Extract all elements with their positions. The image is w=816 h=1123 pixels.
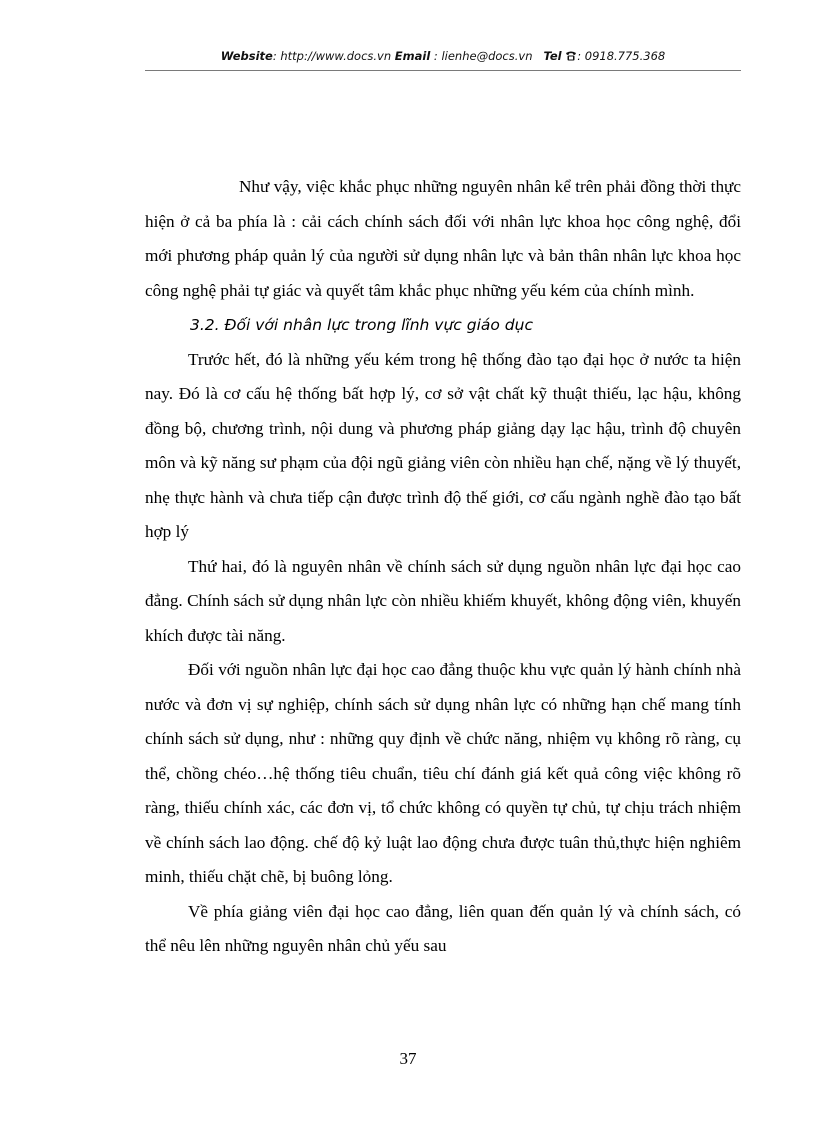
paragraph: Đối với nguồn nhân lực đại học cao đẳng thuộc khu vực quản lý hành chính nhà nước và đơn vị sự nghiệp, chính sách sử dụng nhân lực có những hạn chế mang tính chính sách sử dụng, như : những quy định về chức năng, nhiệm vụ không rõ ràng, cụ thể, chồng chéo…hệ thống tiêu chuẩn, tiêu chí đánh giá kết quả công việc không rõ ràng, thiếu chính xác, các đơn vị, tổ chức không có quyền tự chủ, tự chịu trách nhiệm về chính sách lao động. chế độ kỷ luật lao động chưa được tuân thủ,thực hiện nghiêm minh, thiếu chặt chẽ, bị buông lỏng. xyxy=(145,660,741,886)
tel-number: : 0918.775.368 xyxy=(577,49,666,63)
paragraph: Trước hết, đó là những yếu kém trong hệ thống đào tạo đại học ở nước ta hiện nay. Đó là cơ cấu hệ thống bất hợp lý, cơ sở vật chất kỹ thuật thiếu, lạc hậu, không đồng bộ, chương trình, nội dung và phương pháp giảng dạy lạc hậu, trình độ chuyên môn và kỹ năng sư phạm của đội ngũ giảng viên còn nhiều hạn chế, nặng về lý thuyết, nhẹ thực hành và chưa tiếp cận được trình độ thế giới, cơ cấu ngành nghề đào tạo bất hợp lý xyxy=(145,349,741,541)
website-label: Website xyxy=(220,49,273,63)
phone-icon xyxy=(565,51,577,61)
page-number: 37 xyxy=(399,1049,417,1068)
section-heading: 3.2. Đối với nhân lực trong lĩnh vực giáo dục xyxy=(190,316,533,334)
website-url[interactable]: : http://www.docs.vn xyxy=(272,49,392,63)
header-rule xyxy=(145,70,741,71)
document-body xyxy=(145,170,741,964)
paragraph: Thứ hai, đó là nguyên nhân về chính sách sử dụng nguồn nhân lực đại học cao đẳng. Chính sách sử dụng nhân lực còn nhiều khiếm khuyết, không động viên, khuyến khích được tài năng. xyxy=(145,556,741,645)
paragraph: Về phía giảng viên đại học cao đẳng, liên quan đến quản lý và chính sách, có thể nêu lên những nguyên nhân chủ yếu sau xyxy=(145,901,741,955)
email-address[interactable]: : lienhe@docs.vn xyxy=(430,49,533,63)
tel-label: Tel xyxy=(543,49,562,63)
email-label: Email xyxy=(394,49,431,63)
page-header xyxy=(145,49,741,63)
paragraph: Như vậy, việc khắc phục những nguyên nhân kể trên phải đồng thời thực hiện ở cả ba phía là : cải cách chính sách đối với nhân lực khoa học công nghệ, đổi mới phương pháp quản lý của người sử dụng nhân lực và bản thân nhân lực khoa học công nghệ phải tự giác và quyết tâm khắc phục những yếu kém của chính mình. xyxy=(145,177,741,300)
